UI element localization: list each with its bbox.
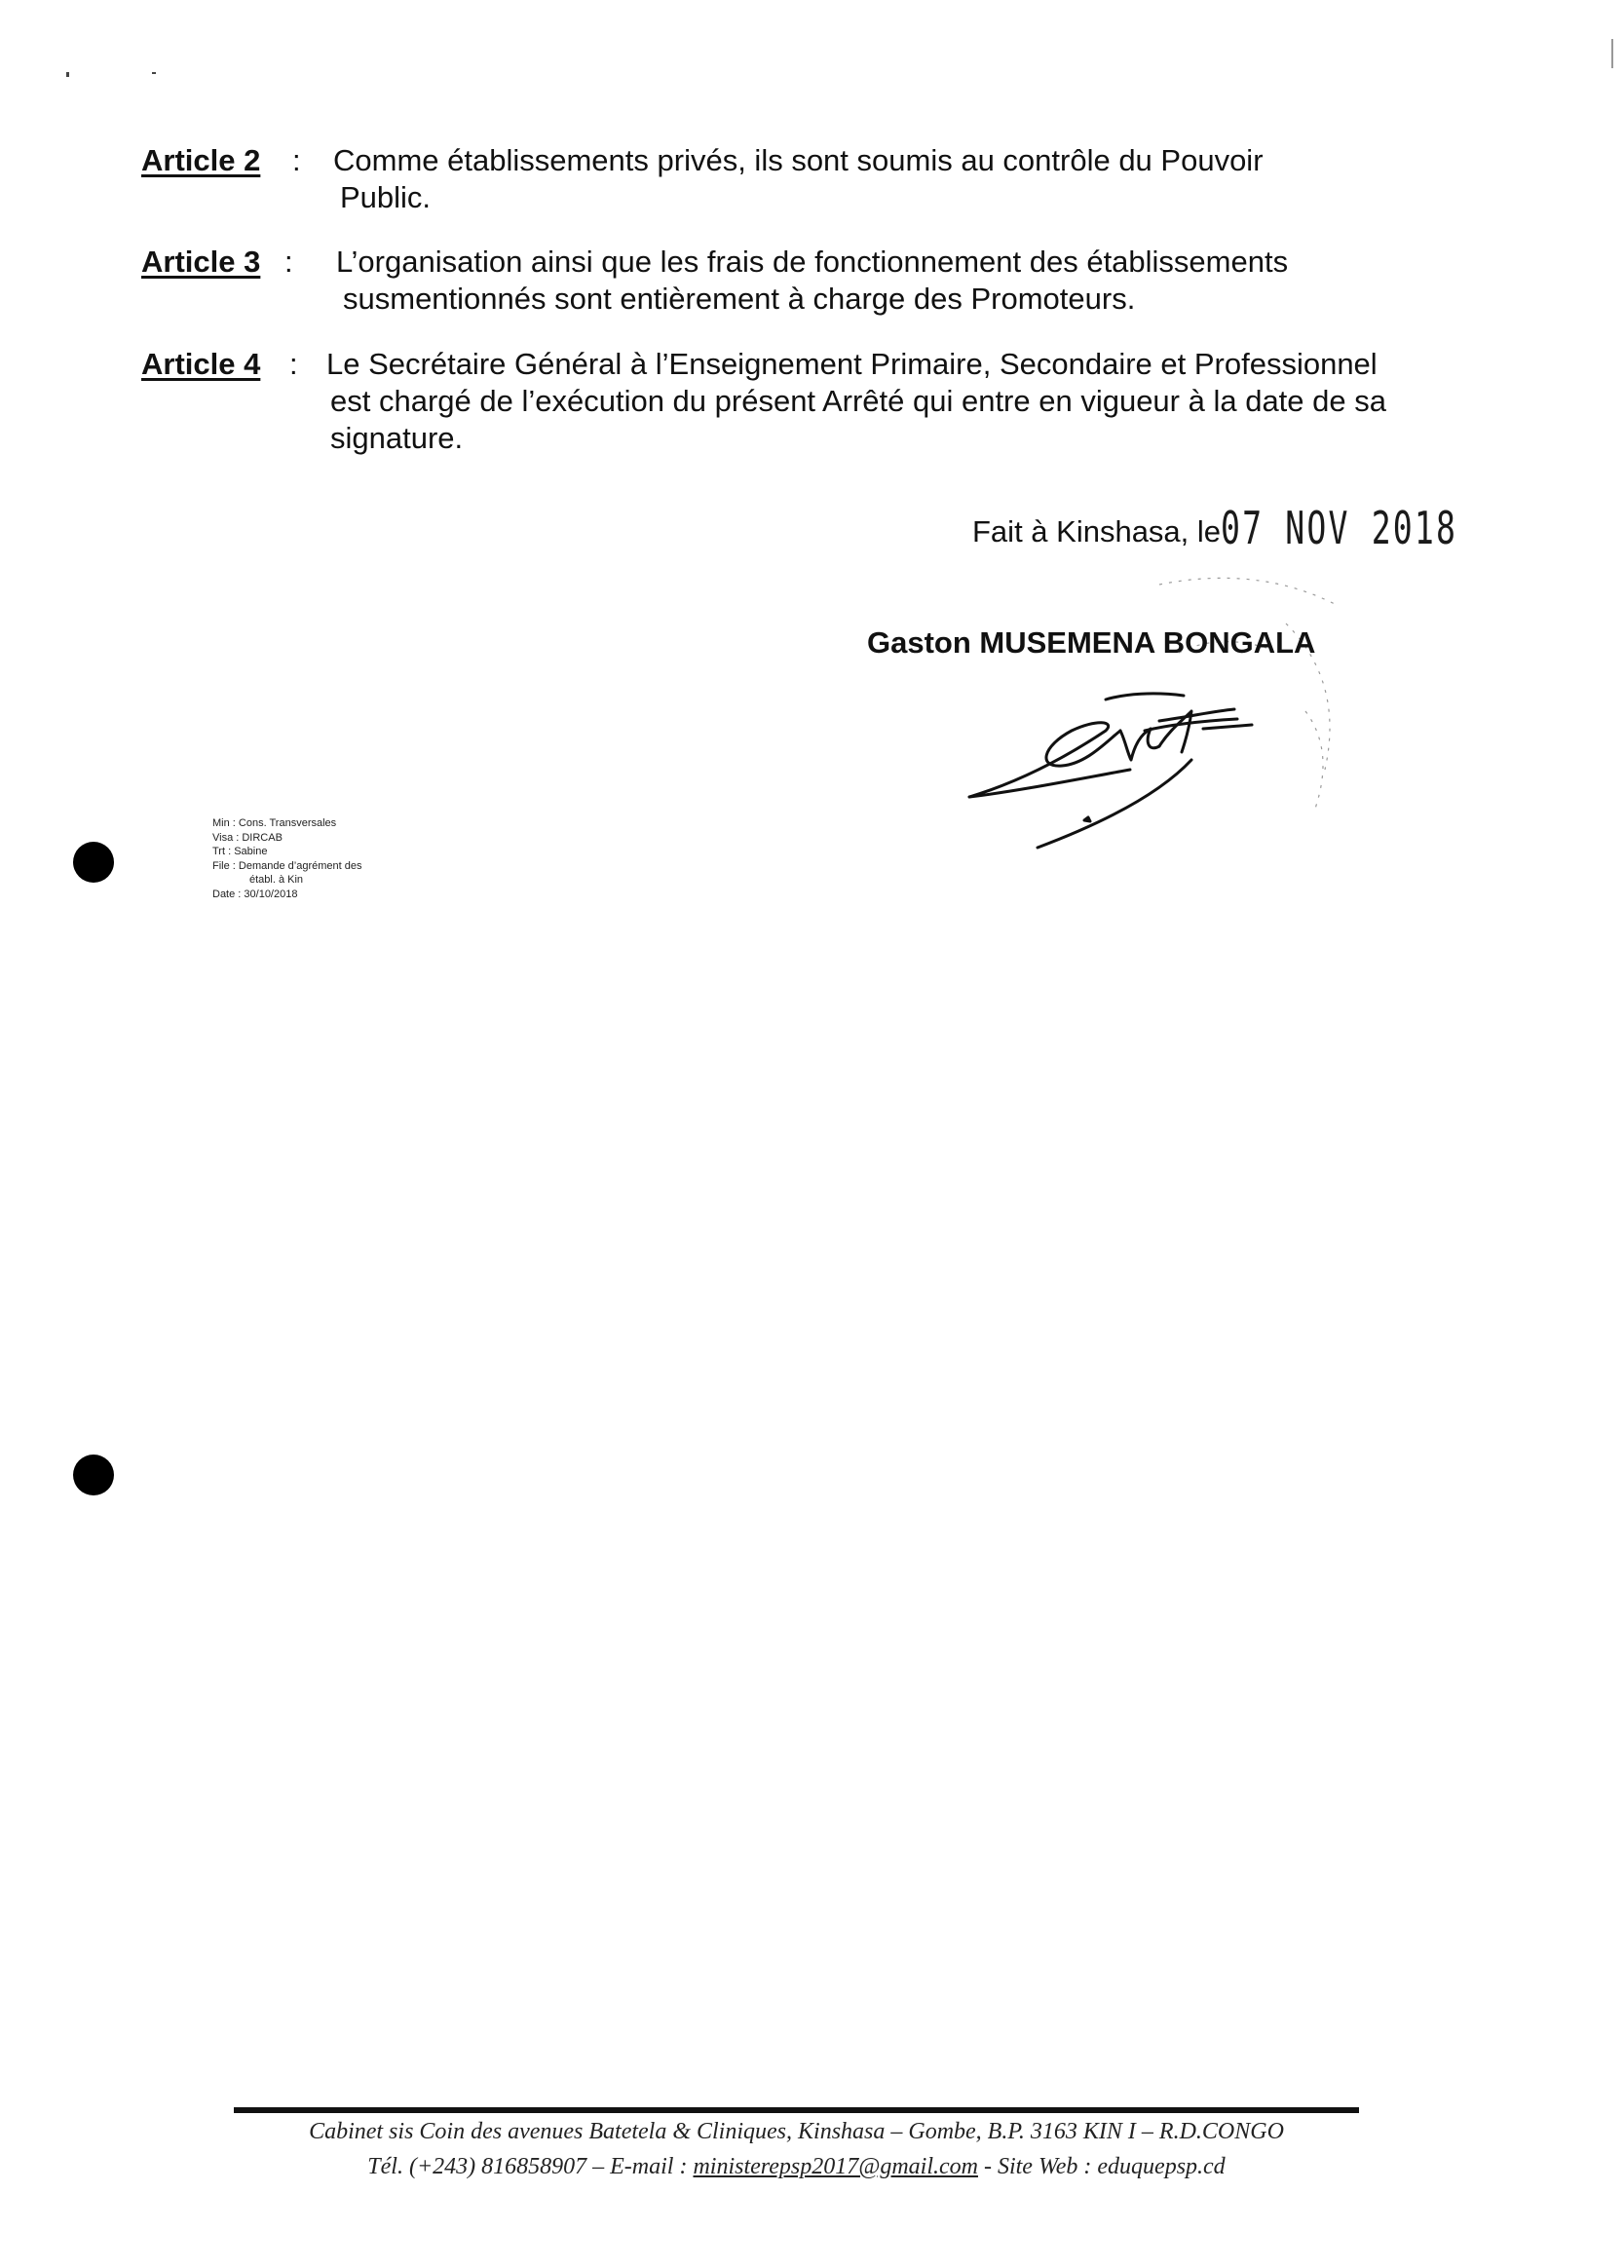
article-3-body bbox=[336, 244, 1288, 318]
article-2-body bbox=[333, 142, 1264, 216]
signatory-name: Gaston MUSEMENA BONGALA bbox=[867, 625, 1316, 660]
handwritten-signature bbox=[960, 682, 1301, 867]
article-4-line: signature. bbox=[330, 421, 464, 455]
reference-line: Trt : Sabine bbox=[212, 846, 268, 857]
margin-punch-hole bbox=[73, 1455, 114, 1495]
article-2-line: Comme établissements privés, ils sont soumis au contrôle du Pouvoir bbox=[333, 143, 1264, 177]
reference-line: File : Demande d’agrément des bbox=[212, 859, 362, 872]
place-and-date bbox=[972, 502, 1550, 554]
article-2-colon: : bbox=[292, 143, 301, 177]
footer-phone: Tél. (+243) 816858907 – E-mail : bbox=[367, 2154, 688, 2179]
article-3-colon: : bbox=[284, 245, 293, 279]
margin-punch-hole bbox=[73, 842, 114, 883]
letterhead-footer bbox=[234, 2114, 1359, 2184]
footer-rule bbox=[234, 2107, 1359, 2113]
article-2-line: Public. bbox=[340, 180, 432, 214]
scan-speck bbox=[66, 72, 69, 77]
footer-address: Cabinet sis Coin des avenues Batetela & Cliniques, Kinshasa – Gombe, B.P. 3163 KIN I – R.D.CONGO bbox=[309, 2119, 1284, 2144]
article-4-body bbox=[326, 346, 1386, 457]
article-4-label: Article 4 bbox=[141, 347, 261, 381]
article-4-line: Le Secrétaire Général à l’Enseignement Primaire, Secondaire et Professionnel bbox=[326, 347, 1378, 381]
stamped-date: 07 NOV 2018 bbox=[1221, 502, 1458, 554]
article-3-line: L’organisation ainsi que les frais de fonctionnement des établissements bbox=[336, 245, 1289, 279]
footer-email-link[interactable]: ministerepsp2017@gmail.com bbox=[693, 2154, 978, 2179]
reference-line: Date : 30/10/2018 bbox=[212, 888, 298, 900]
reference-line: Visa : DIRCAB bbox=[212, 831, 283, 844]
scan-speck bbox=[1611, 39, 1613, 68]
article-3-line: susmentionnés sont entièrement à charge des Promoteurs. bbox=[343, 282, 1136, 316]
footer-website: - Site Web : eduquepsp.cd bbox=[983, 2154, 1226, 2179]
article-3-label: Article 3 bbox=[141, 245, 261, 279]
article-2-label: Article 2 bbox=[141, 143, 261, 177]
article-4-line: est chargé de l’exécution du présent Arrêté qui entre en vigueur à la date de sa bbox=[330, 384, 1386, 418]
footer-contact bbox=[234, 2149, 1359, 2184]
reference-line: établ. à Kin bbox=[249, 874, 304, 886]
reference-line: Min : Cons. Transversales bbox=[212, 817, 337, 829]
place-prefix: Fait à Kinshasa, le bbox=[972, 514, 1222, 548]
reference-block bbox=[212, 816, 361, 901]
scan-speck bbox=[152, 72, 156, 74]
article-4-colon: : bbox=[289, 347, 298, 381]
